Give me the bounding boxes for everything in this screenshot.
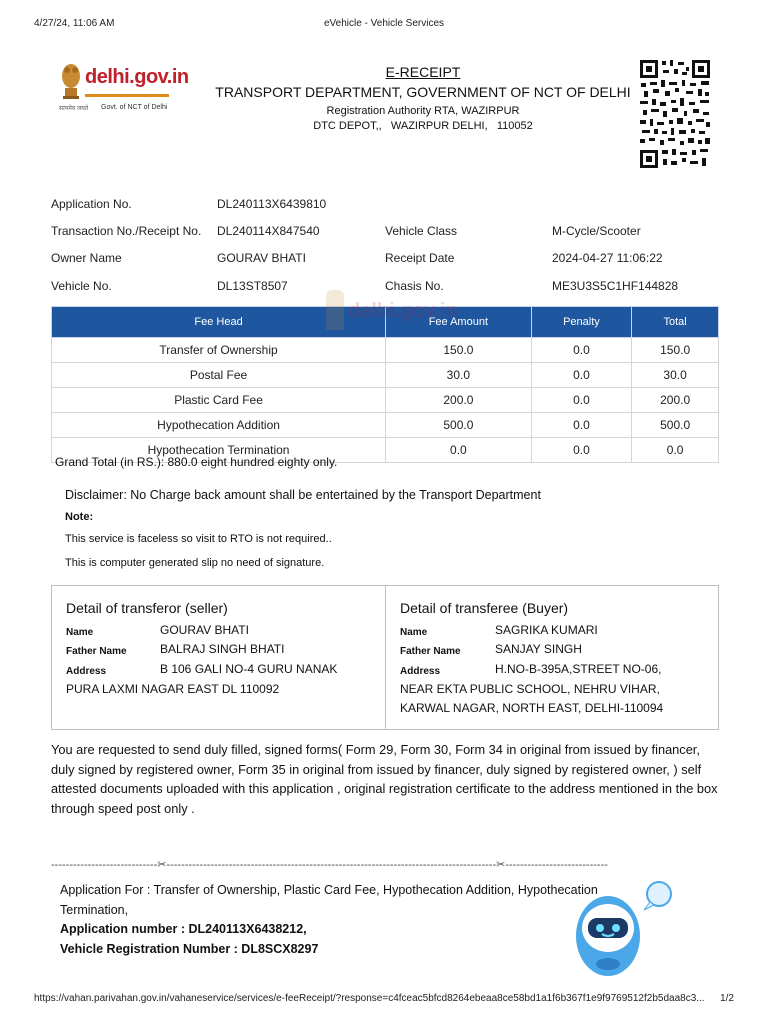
application-no-label: Application No. xyxy=(51,197,132,211)
fee-head-cell: Postal Fee xyxy=(52,363,386,388)
buyer-father-value: SANJAY SINGH xyxy=(495,642,582,656)
seller-name-label: Name xyxy=(66,627,94,638)
receipt-date-value: 2024-04-27 11:06:22 xyxy=(552,251,663,265)
note-faceless: This service is faceless so visit to RTO is not required.. xyxy=(65,533,332,545)
department-name: TRANSPORT DEPARTMENT, GOVERNMENT OF NCT OF DELHI xyxy=(215,84,631,100)
seller-address-line1: B 106 GALI NO-4 GURU NANAK xyxy=(160,662,338,676)
request-instructions: You are requested to send duly filled, signed forms( Form 29, Form 30, Form 34 in original from issued by financer, duly signed by registered owner, Form 35 in original from issued by financer, duly signed by registered owner, ) self attested documents uploaded with this application , original registration certificate to the address mentioned in the box through speed post only . xyxy=(51,742,718,816)
buyer-address-line3: KARWAL NAGAR, NORTH EAST, DELHI-110094 xyxy=(400,701,664,715)
vehicle-no-value: DL13ST8507 xyxy=(217,279,288,293)
watermark-emblem-icon xyxy=(326,290,344,330)
owner-name-label: Owner Name xyxy=(51,251,122,265)
application-for: Application For : Transfer of Ownership, Plastic Card Fee, Hypothecation Addition, Hypothecation xyxy=(60,883,598,897)
owner-name-value: GOURAV BHATI xyxy=(217,251,306,265)
receipt-header xyxy=(180,64,666,132)
fee-head-column-header: Fee Head xyxy=(52,307,386,338)
fee-head-cell: Hypothecation Termination xyxy=(52,438,386,463)
ashoka-emblem-icon xyxy=(59,60,83,100)
fee-amount-cell: 0.0 xyxy=(386,438,532,463)
fee-head-cell: Transfer of Ownership xyxy=(52,338,386,363)
print-page-number: 1/2 xyxy=(720,993,734,1004)
authority-name: Registration Authority RTA, WAZIRPUR xyxy=(326,105,520,117)
print-title: eVehicle - Vehicle Services xyxy=(323,18,445,29)
note-computer-generated: This is computer generated slip no need of signature. xyxy=(65,557,325,569)
vehicle-no-label: Vehicle No. xyxy=(51,279,112,293)
vehicle-class-label: Vehicle Class xyxy=(385,224,458,238)
total-cell: 150.0 xyxy=(632,338,719,363)
table-row xyxy=(52,388,719,413)
note-label: Note: xyxy=(65,511,94,523)
application-no-value: DL240113X6439810 xyxy=(217,197,327,211)
buyer-address-label: Address xyxy=(400,666,441,677)
fee-amount-column-header: Fee Amount xyxy=(386,307,532,338)
receipt-title: E-RECEIPT xyxy=(385,64,461,80)
delhi-gov-watermark xyxy=(318,286,478,344)
total-cell: 0.0 xyxy=(632,438,719,463)
grand-total: Grand Total (in RS.): 880.0 eight hundred eighty only. xyxy=(55,455,338,469)
qr-code-icon xyxy=(638,58,712,170)
seller-father-label: Father Name xyxy=(66,646,127,657)
penalty-column-header: Penalty xyxy=(531,307,632,338)
total-cell: 30.0 xyxy=(632,363,719,388)
delhi-gov-logo xyxy=(55,58,189,116)
application-number: Application number : DL240113X6438212, xyxy=(60,922,307,936)
seller-heading: Detail of transferor (seller) xyxy=(66,600,228,616)
penalty-cell: 0.0 xyxy=(531,363,632,388)
chatbot-assistant-icon[interactable] xyxy=(574,878,674,978)
details-divider xyxy=(385,586,386,729)
transfer-details-box xyxy=(51,585,719,730)
logo-subtitle: Govt. of NCT of Delhi xyxy=(101,104,168,111)
chasis-no-label: Chasis No. xyxy=(385,279,444,293)
fee-amount-cell: 500.0 xyxy=(386,413,532,438)
seller-address-line2: PURA LAXMI NAGAR EAST DL 110092 xyxy=(66,682,280,696)
disclaimer-text: Disclaimer: No Charge back amount shall be entertained by the Transport Department xyxy=(65,488,541,502)
buyer-address-line1: H.NO-B-395A,STREET NO-06, xyxy=(495,662,662,676)
buyer-heading: Detail of transferee (Buyer) xyxy=(400,600,569,616)
seller-address-label: Address xyxy=(66,666,107,677)
total-column-header: Total xyxy=(632,307,719,338)
fee-amount-cell: 200.0 xyxy=(386,388,532,413)
print-footer-url: https://vahan.parivahan.gov.in/vahaneservice/services/e-feeReceipt/?response=c4fceac5bfcd8264ebeaa8ce58bd1a1f6b367f1e9f9769512f2b5daa8c3... xyxy=(34,993,705,1004)
fee-amount-cell: 30.0 xyxy=(386,363,532,388)
table-row xyxy=(52,413,719,438)
transaction-no-label: Transaction No./Receipt No. xyxy=(51,224,202,238)
table-row xyxy=(52,363,719,388)
seller-father-value: BALRAJ SINGH BHATI xyxy=(160,642,285,656)
penalty-cell: 0.0 xyxy=(531,413,632,438)
seller-name-value: GOURAV BHATI xyxy=(160,623,249,637)
print-date: 4/27/24, 11:06 AM xyxy=(34,18,115,29)
transaction-no-value: DL240114X847540 xyxy=(217,224,320,238)
application-for-continued: Termination, xyxy=(60,902,129,917)
watermark-text: delhi.gov.in xyxy=(348,300,458,322)
buyer-name-value: SAGRIKA KUMARI xyxy=(495,623,598,637)
total-cell: 500.0 xyxy=(632,413,719,438)
vehicle-registration-number: Vehicle Registration Number : DL8SCX8297 xyxy=(60,941,319,956)
buyer-name-label: Name xyxy=(400,627,428,638)
chasis-no-value: ME3U3S5C1HF144828 xyxy=(552,279,679,293)
fee-head-cell: Plastic Card Fee xyxy=(52,388,386,413)
buyer-address-line2: NEAR EKTA PUBLIC SCHOOL, NEHRU VIHAR, xyxy=(400,682,660,696)
vehicle-class-value: M-Cycle/Scooter xyxy=(552,224,641,238)
buyer-father-label: Father Name xyxy=(400,646,461,657)
penalty-cell: 0.0 xyxy=(531,438,632,463)
logo-hindi-caption: सत्यमेव जयते xyxy=(59,106,89,112)
fee-head-cell: Hypothecation Addition xyxy=(52,413,386,438)
penalty-cell: 0.0 xyxy=(531,388,632,413)
penalty-cell: 0.0 xyxy=(531,338,632,363)
total-cell: 200.0 xyxy=(632,388,719,413)
fee-amount-cell: 150.0 xyxy=(386,338,532,363)
logo-underline xyxy=(85,94,169,97)
receipt-date-label: Receipt Date xyxy=(385,251,455,265)
logo-text: delhi.gov.in xyxy=(85,66,189,88)
cut-here-line: -----------------------------✂------------------------------------------------------------------------------------------✂---------------------------- xyxy=(51,859,608,871)
authority-address: DTC DEPOT,, WAZIRPUR DELHI, 110052 xyxy=(313,120,533,132)
